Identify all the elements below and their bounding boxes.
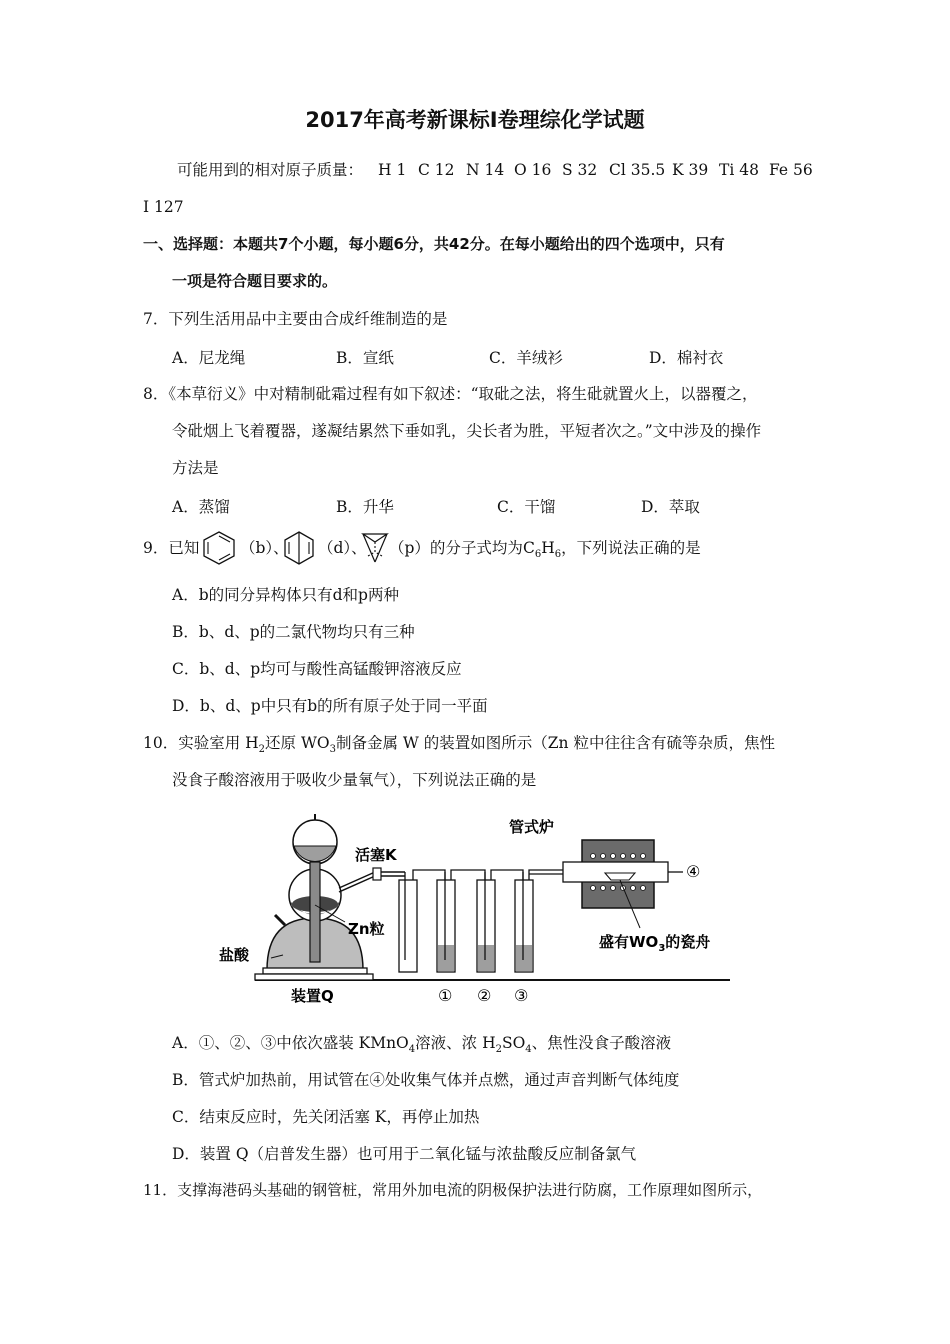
label-boat: [599, 933, 710, 954]
atomic-mass-c: C 12: [418, 161, 455, 179]
q9-option-b: B．b、d、p的二氯代物均只有三种: [172, 623, 415, 641]
wash-bottle-1: [437, 872, 455, 972]
q10-option-c: C．结束反应时，先关闭活塞 K，再停止加热: [172, 1108, 480, 1126]
q7-stem: 7．下列生活用品中主要由合成纤维制造的是: [143, 310, 448, 328]
label-stopcock: 活塞K: [355, 846, 397, 864]
q7-option-d: D．棉衬衣: [649, 349, 724, 367]
q9-prefix: 9．已知: [143, 539, 200, 557]
page-title: 2017年高考新课标Ⅰ卷理综化学试题: [305, 108, 645, 132]
q7-option-b: B．宣纸: [336, 349, 394, 367]
wash-bottle-3: [515, 872, 533, 972]
section-heading-line1: 一、选择题：本题共7个小题，每小题6分，共42分。在每小题给出的四个选项中，只有: [143, 235, 725, 253]
q10-optA-a: A．①、②、③中依次盛装 KMnO: [172, 1034, 409, 1052]
wash-bottle-2: [477, 872, 495, 972]
q11-line1: 11．支撑海港码头基础的钢管桩，常用外加电流的阴极保护法进行防腐，工作原理如图所示，: [143, 1181, 763, 1199]
q10-option-b: B．管式炉加热前，用试管在④处收集气体并点燃，通过声音判断气体纯度: [172, 1071, 680, 1089]
section-heading-line2: 一项是符合题目要求的。: [172, 272, 338, 290]
q10-option-d: D．装置 Q（启普发生器）也可用于二氧化锰与浓盐酸反应制备氯气: [172, 1145, 637, 1163]
kipp-center-tube: [310, 862, 320, 962]
q9-suffix: ，下列说法正确的是: [561, 539, 701, 557]
label-boat-a: 盛有WO: [599, 933, 659, 951]
q10-optA-sub2: 2: [495, 1044, 502, 1055]
formula-h: H: [541, 539, 555, 557]
q10-l1-b-sub: 3: [329, 744, 336, 755]
q8-line2: 令砒烟上飞着覆器，遂凝结累然下垂如乳，尖长者为胜，平短者次之。”文中涉及的操作: [172, 422, 762, 440]
q8-option-b: B．升华: [336, 498, 394, 516]
prismane-structure-icon: [360, 530, 390, 566]
label-boat-b: 的瓷舟: [665, 933, 711, 951]
side-stopper: [275, 915, 285, 925]
atomic-mass-fe: Fe 56: [769, 161, 813, 179]
q10-optA-sub1: 4: [408, 1044, 416, 1055]
q10-option-a: [172, 1031, 671, 1053]
q10-optA-d: 、焦性没食子酸溶液: [531, 1034, 672, 1052]
formula-h-sub: 6: [554, 549, 562, 560]
stopcock-k: [373, 868, 381, 880]
q9-option-c: C．b、d、p均可与酸性高锰酸钾溶液反应: [172, 660, 462, 678]
atomic-mass-h: H 1: [378, 161, 407, 179]
label-bottle-2: ②: [477, 986, 492, 1005]
atomic-mass-cl: Cl 35.5: [609, 161, 666, 179]
label-furnace: 管式炉: [509, 818, 555, 836]
atomic-mass-n: N 14: [466, 161, 505, 179]
q8-option-d: D．萃取: [641, 498, 700, 516]
atomic-mass-i: I 127: [143, 198, 184, 216]
q9-option-d: D．b、d、p中只有b的所有原子处于同一平面: [172, 697, 488, 715]
apparatus-diagram: [215, 810, 735, 1010]
label-bottle-1: ①: [438, 986, 453, 1005]
q7-option-a: A．尼龙绳: [172, 349, 246, 367]
benzene-structure-icon: [199, 530, 239, 566]
q8-line1: 8．《本草衍义》中对精制砒霜过程有如下叙述：“取砒之法，将生砒就置火上，以器覆之，: [143, 385, 758, 403]
q10-optA-b: 溶液、浓 H: [415, 1034, 496, 1052]
label-outlet-4: ④: [686, 862, 701, 881]
q10-optA-c: SO: [501, 1034, 526, 1052]
label-bottle-3: ③: [514, 986, 529, 1005]
outlet-tube: [339, 872, 375, 888]
q9-label-d: （d）、: [318, 539, 367, 557]
q10-l1-c: 制备金属 W 的装置如图所示（Zn 粒中往往含有硫等杂质，焦性: [336, 734, 775, 752]
label-hcl: 盐酸: [219, 946, 250, 964]
label-zn: Zn粒: [348, 920, 385, 938]
atomic-mass-prefix: 可能用到的相对原子质量：: [177, 161, 364, 179]
q10-optA-sub3: 4: [525, 1044, 532, 1055]
q10-l1-a: 10．实验室用 H: [143, 734, 259, 752]
q9-label-b: （b）、: [240, 539, 289, 557]
atomic-mass-k: K 39: [672, 161, 709, 179]
q8-option-a: A．蒸馏: [172, 498, 230, 516]
dewar-benzene-structure-icon: [281, 530, 317, 566]
atomic-mass-s: S 32: [562, 161, 598, 179]
q10-line2: 没食子酸溶液用于吸收少量氧气），下列说法正确的是: [172, 771, 537, 789]
wash-bottle-0: [399, 872, 417, 972]
q9-label-p: （p）的分子式均为: [389, 539, 523, 557]
q8-option-c: C．干馏: [497, 498, 556, 516]
q7-option-c: C．羊绒衫: [489, 349, 563, 367]
q9-stem-rest: [389, 538, 701, 558]
atomic-mass-ti: Ti 48: [719, 161, 759, 179]
q10-l1-a-sub: 2: [258, 744, 266, 755]
atomic-mass-line: [177, 160, 363, 180]
q10-line1: [143, 733, 775, 753]
q10-l1-b: 还原 WO: [265, 734, 330, 752]
formula-c: C: [522, 539, 535, 557]
formula-c-sub: 6: [534, 549, 542, 560]
kipp-base-plate: [263, 968, 367, 974]
label-boat-sub: 3: [658, 943, 666, 954]
q9-option-a: A．b的同分异构体只有d和p两种: [172, 586, 399, 604]
porcelain-boat: [605, 873, 635, 880]
q8-line3: 方法是: [172, 459, 219, 477]
kipp-base: [255, 974, 373, 980]
atomic-mass-o: O 16: [514, 161, 552, 179]
label-device-q: 装置Q: [291, 987, 334, 1005]
